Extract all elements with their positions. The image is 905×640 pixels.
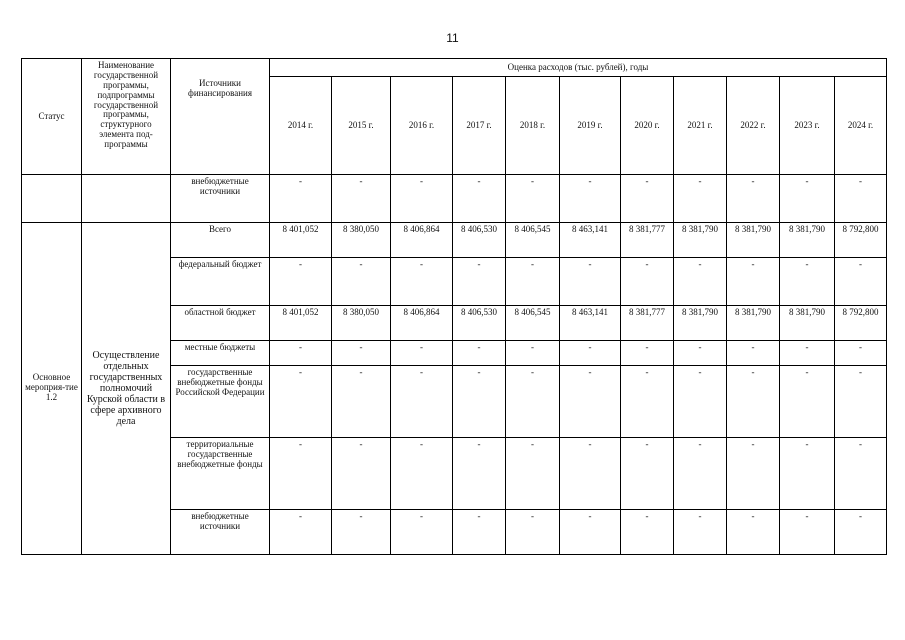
- value-cell: 8 381,790: [780, 305, 835, 340]
- value-cell: -: [453, 509, 506, 554]
- header-year: 2019 г.: [560, 77, 621, 175]
- value-cell: -: [453, 438, 506, 509]
- header-sources: Источники финансирования: [171, 59, 270, 175]
- source-cell: местные бюджеты: [171, 341, 270, 366]
- value-cell: -: [332, 366, 391, 438]
- value-cell: -: [780, 509, 835, 554]
- value-cell: -: [270, 175, 332, 222]
- header-year: 2020 г.: [621, 77, 674, 175]
- header-year: 2017 г.: [453, 77, 506, 175]
- source-cell: территориальные государственные внебюджетные фонды: [171, 438, 270, 509]
- table-row: [22, 222, 887, 257]
- value-cell: -: [727, 175, 780, 222]
- value-cell: -: [391, 257, 453, 305]
- source-cell: государственные внебюджетные фонды Российской Федерации: [171, 366, 270, 438]
- value-cell: 8 463,141: [560, 222, 621, 257]
- value-cell: -: [780, 366, 835, 438]
- value-cell: -: [391, 341, 453, 366]
- value-cell: -: [780, 257, 835, 305]
- header-year: 2014 г.: [270, 77, 332, 175]
- value-cell: 8 381,790: [780, 222, 835, 257]
- value-cell: -: [391, 438, 453, 509]
- value-cell: 8 406,530: [453, 222, 506, 257]
- value-cell: -: [506, 175, 560, 222]
- header-status: Статус: [22, 59, 82, 175]
- value-cell: -: [621, 257, 674, 305]
- value-cell: -: [835, 257, 887, 305]
- value-cell: -: [621, 341, 674, 366]
- value-cell: 8 401,052: [270, 305, 332, 340]
- value-cell: 8 463,141: [560, 305, 621, 340]
- value-cell: -: [835, 438, 887, 509]
- value-cell: -: [506, 257, 560, 305]
- source-cell: областной бюджет: [171, 305, 270, 340]
- header-year: 2024 г.: [835, 77, 887, 175]
- value-cell: -: [674, 175, 727, 222]
- value-cell: -: [332, 341, 391, 366]
- value-cell: 8 406,545: [506, 222, 560, 257]
- value-cell: 8 406,545: [506, 305, 560, 340]
- value-cell: -: [270, 341, 332, 366]
- value-cell: -: [453, 175, 506, 222]
- value-cell: -: [621, 175, 674, 222]
- value-cell: -: [727, 509, 780, 554]
- value-cell: 8 406,864: [391, 222, 453, 257]
- value-cell: -: [506, 438, 560, 509]
- value-cell: -: [780, 175, 835, 222]
- value-cell: -: [270, 438, 332, 509]
- value-cell: -: [674, 509, 727, 554]
- value-cell: -: [621, 509, 674, 554]
- table-row: [22, 175, 887, 222]
- value-cell: 8 406,530: [453, 305, 506, 340]
- source-cell: внебюджетные источники: [171, 175, 270, 222]
- source-cell: федеральный бюджет: [171, 257, 270, 305]
- header-year: 2021 г.: [674, 77, 727, 175]
- value-cell: -: [560, 366, 621, 438]
- value-cell: -: [727, 257, 780, 305]
- value-cell: -: [835, 509, 887, 554]
- section-status: Основное мероприя-тие 1.2: [22, 222, 82, 554]
- header-expenses: Оценка расходов (тыс. рублей), годы: [270, 59, 887, 77]
- value-cell: 8 381,790: [727, 305, 780, 340]
- value-cell: -: [621, 366, 674, 438]
- value-cell: -: [780, 438, 835, 509]
- value-cell: -: [835, 366, 887, 438]
- value-cell: 8 792,800: [835, 305, 887, 340]
- value-cell: -: [453, 366, 506, 438]
- value-cell: 8 792,800: [835, 222, 887, 257]
- header-year: 2018 г.: [506, 77, 560, 175]
- value-cell: -: [780, 341, 835, 366]
- value-cell: -: [270, 509, 332, 554]
- value-cell: -: [835, 341, 887, 366]
- value-cell: -: [332, 438, 391, 509]
- value-cell: -: [727, 341, 780, 366]
- value-cell: -: [560, 175, 621, 222]
- value-cell: 8 380,050: [332, 222, 391, 257]
- value-cell: -: [332, 509, 391, 554]
- value-cell: -: [332, 257, 391, 305]
- header-program-name: Наименование государственной программы, подпрограммы государственной программы, структурного элемента под-программы: [82, 59, 171, 175]
- budget-table: [21, 58, 887, 555]
- header-year: 2023 г.: [780, 77, 835, 175]
- value-cell: -: [727, 366, 780, 438]
- value-cell: -: [727, 438, 780, 509]
- value-cell: -: [674, 341, 727, 366]
- value-cell: -: [270, 257, 332, 305]
- value-cell: -: [835, 175, 887, 222]
- value-cell: -: [453, 257, 506, 305]
- value-cell: -: [391, 366, 453, 438]
- header-year: 2022 г.: [727, 77, 780, 175]
- value-cell: -: [506, 366, 560, 438]
- value-cell: -: [674, 438, 727, 509]
- value-cell: -: [270, 366, 332, 438]
- program-name-cell: [82, 175, 171, 222]
- value-cell: -: [674, 366, 727, 438]
- status-cell: [22, 175, 82, 222]
- source-cell: Всего: [171, 222, 270, 257]
- value-cell: -: [560, 438, 621, 509]
- value-cell: 8 401,052: [270, 222, 332, 257]
- value-cell: -: [560, 341, 621, 366]
- table-body: [22, 59, 887, 555]
- value-cell: -: [391, 509, 453, 554]
- value-cell: 8 381,777: [621, 222, 674, 257]
- value-cell: -: [674, 257, 727, 305]
- value-cell: -: [332, 175, 391, 222]
- value-cell: -: [391, 175, 453, 222]
- source-cell: внебюджетные источники: [171, 509, 270, 554]
- value-cell: -: [453, 341, 506, 366]
- value-cell: -: [560, 257, 621, 305]
- value-cell: 8 381,790: [674, 305, 727, 340]
- header-year: 2016 г.: [391, 77, 453, 175]
- value-cell: 8 381,790: [727, 222, 780, 257]
- value-cell: 8 381,777: [621, 305, 674, 340]
- value-cell: -: [560, 509, 621, 554]
- value-cell: -: [621, 438, 674, 509]
- value-cell: -: [506, 509, 560, 554]
- value-cell: -: [506, 341, 560, 366]
- section-name: Осуществление отдельных государственных полномочий Курской области в сфере архивного дела: [82, 222, 171, 554]
- value-cell: 8 381,790: [674, 222, 727, 257]
- value-cell: 8 406,864: [391, 305, 453, 340]
- header-year: 2015 г.: [332, 77, 391, 175]
- value-cell: 8 380,050: [332, 305, 391, 340]
- header-row-top: [22, 59, 887, 77]
- page-number: 11: [446, 31, 459, 45]
